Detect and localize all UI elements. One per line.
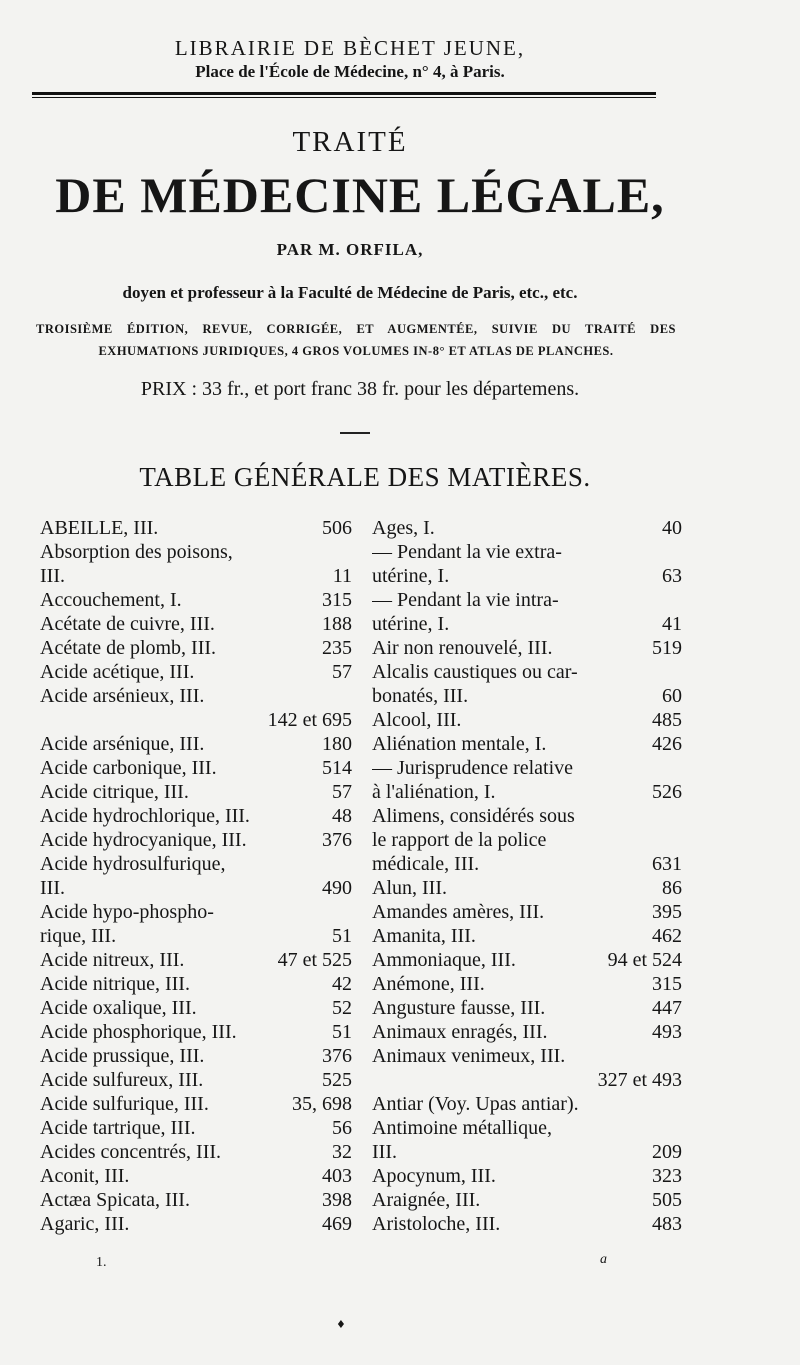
index-entry [40,972,352,996]
book-title: DE MÉDECINE LÉGALE, [55,167,665,223]
index-entry [40,852,352,876]
index-entry [372,1164,682,1188]
index-entry-term: Antiar (Voy. Upas antiar). [372,1093,579,1115]
index-entry [40,540,352,564]
index-entry-page: 48 [332,805,352,827]
index-entry-page: 42 [332,973,352,995]
index-entry-page: 51 [332,925,352,947]
index-entry-term: Ages, I. [372,517,435,539]
index-entry-page: 506 [322,517,352,539]
index-entry-term: Animaux enragés, III. [372,1021,548,1043]
index-entry-page: 57 [332,661,352,683]
signature-letter: a [600,1252,607,1267]
index-entry-term: Ammoniaque, III. [372,949,516,971]
index-entry-page: 462 [652,925,682,947]
index-entry [372,1188,682,1212]
index-entry-page: 631 [652,853,682,875]
index-entry [40,1044,352,1068]
index-column-right [372,516,682,1236]
index-entry [372,516,682,540]
index-entry [372,1116,682,1140]
index-entry [40,1092,352,1116]
index-entry-term: Anémone, III. [372,973,485,995]
index-entry-term: Actæa Spicata, III. [40,1189,190,1211]
index-entry-term: Antimoine métallique, [372,1117,552,1139]
index-entry-term: Angusture fausse, III. [372,997,546,1019]
index-column-left [40,516,352,1236]
index-entry [372,732,682,756]
index-entry-page: 52 [332,997,352,1019]
index-entry [372,1044,682,1068]
index-entry-term: Acide carbonique, III. [40,757,217,779]
index-entry-page: 209 [652,1141,682,1163]
index-entry-term: médicale, III. [372,853,480,875]
index-entry-term: le rapport de la police [372,829,547,851]
index-entry-term: Air non renouvelé, III. [372,637,553,659]
index-entry [372,1140,682,1164]
index-entry [372,948,682,972]
index-entry-term: Alcalis caustiques ou car- [372,661,578,683]
index-entry [40,756,352,780]
index-entry-term: Accouchement, I. [40,589,182,611]
index-entry-page: 327 et 493 [597,1069,682,1091]
index-entry-term: à l'aliénation, I. [372,781,496,803]
index-entry-term: Acétate de cuivre, III. [40,613,215,635]
index-entry-term: Animaux venimeux, III. [372,1045,566,1067]
index-entry [372,588,682,612]
index-entry-term: — Pendant la vie intra- [372,589,559,611]
index-entry-page: 485 [652,709,682,731]
index-entry-page: 483 [652,1213,682,1235]
index-entry-page: 86 [662,877,682,899]
index-entry-page: 376 [322,829,352,851]
index-entry-page: 235 [322,637,352,659]
index-entry-term: bonatés, III. [372,685,469,707]
index-entry-page: 376 [322,1045,352,1067]
index-entry-page: 56 [332,1117,352,1139]
index-entry-term: Acide arsénieux, III. [40,685,205,707]
author-line: PAR M. ORFILA, [276,240,424,259]
index-entry [40,876,352,900]
index-entry [372,1068,682,1092]
index-entry-term: Apocynum, III. [372,1165,496,1187]
index-entry [40,900,352,924]
index-entry-term: Acides concentrés, III. [40,1141,222,1163]
index-entry-term: Acide hydrocyanique, III. [40,829,247,851]
index-entry [40,684,352,708]
index-entry [40,828,352,852]
index-entry-page: 505 [652,1189,682,1211]
index-entry [40,996,352,1020]
index-entry-page: 60 [662,685,682,707]
index-entry-term: Alimens, considérés sous [372,805,575,827]
index-entry-term: III. [40,877,65,899]
index-entry-term: III. [40,565,65,587]
index-entry-term: Acide nitrique, III. [40,973,190,995]
index-entry [40,588,352,612]
index-entry-page: 11 [332,565,352,587]
index-entry [372,636,682,660]
index-entry-page: 315 [652,973,682,995]
index-entry [40,780,352,804]
index-entry [372,900,682,924]
index-entry-page: 63 [662,565,682,587]
index-entry [372,1020,682,1044]
index-entry-term: Araignée, III. [372,1189,481,1211]
index-entry-term: Acétate de plomb, III. [40,637,217,659]
index-entry-term: Acide sulfurique, III. [40,1093,209,1115]
index-entry-page: 35, 698 [292,1093,352,1115]
index-entry-term: utérine, I. [372,613,450,635]
index-entry-page: 447 [652,997,682,1019]
index-entry-term: Agaric, III. [40,1213,130,1235]
index-entry [40,1068,352,1092]
index-entry [372,828,682,852]
index-entry [372,804,682,828]
index-entry-page: 469 [322,1213,352,1235]
index-entry-term: Amanita, III. [372,925,476,947]
index-entry [372,972,682,996]
index-entry-page: 514 [322,757,352,779]
index-entry-term: Acide sulfureux, III. [40,1069,204,1091]
index-entry [40,636,352,660]
index-entry [40,1116,352,1140]
index-entry-term: Alun, III. [372,877,447,899]
index-entry [40,804,352,828]
index-entry-page: 47 et 525 [277,949,352,971]
index-entry-page: 57 [332,781,352,803]
index-entry-term: Absorption des poisons, [40,541,233,563]
index-entry-page: 323 [652,1165,682,1187]
index-entry [40,612,352,636]
index-entry [372,1092,682,1116]
edition-note: TROISIÈME ÉDITION, REVUE, CORRIGÉE, ET AUGMENTÉE, SUIVIE DU TRAITÉ DES EXHUMATIONS JURIDIQUES, 4 GROS VOLUMES IN-8° ET ATLAS DE PLANCHES. [36,322,676,358]
index-entry-term: Aristoloche, III. [372,1213,501,1235]
signature-number: 1. [96,1255,107,1270]
index-entry-page: 51 [332,1021,352,1043]
index-entry [372,684,682,708]
index-entry-term: Acide oxalique, III. [40,997,197,1019]
publisher-address: Place de l'École de Médecine, n° 4, à Paris. [195,62,505,81]
index-entry-page: 188 [322,613,352,635]
index-entry [372,708,682,732]
index-entry-term: Acide tartrique, III. [40,1117,196,1139]
index-entry [40,732,352,756]
index-entry-page: 398 [322,1189,352,1211]
index-entry [372,996,682,1020]
index-entry [372,612,682,636]
index-entry [372,924,682,948]
index-entry-term: Acide citrique, III. [40,781,189,803]
index-entry [372,1212,682,1236]
index-entry [40,1140,352,1164]
index-entry-page: 493 [652,1021,682,1043]
index-entry [372,876,682,900]
price-line: PRIX : 33 fr., et port franc 38 fr. pour les départemens. [140,378,580,400]
index-entry-page: 519 [652,637,682,659]
separator-dash [340,432,370,434]
index-entry-term: Aliénation mentale, I. [372,733,547,755]
index-entry-term: Acide acétique, III. [40,661,195,683]
index-entry-page: 40 [662,517,682,539]
publisher-name: LIBRAIRIE DE BÈCHET JEUNE, [174,36,526,60]
index-entry [372,564,682,588]
index-entry [372,852,682,876]
index-entry-term: Acide prussique, III. [40,1045,205,1067]
index-entry-term: — Pendant la vie extra- [372,541,562,563]
index-entry-term: utérine, I. [372,565,450,587]
index-entry [372,780,682,804]
index-entry [40,948,352,972]
index-entry-term: Acide hydrochlorique, III. [40,805,250,827]
index-entry [40,1164,352,1188]
index-entry [40,1020,352,1044]
index-entry-page: 526 [652,781,682,803]
index-entry-page: 403 [322,1165,352,1187]
index-entry-page: 525 [322,1069,352,1091]
index-entry [40,660,352,684]
title-traite: TRAITÉ [292,126,408,158]
index-entry-term: — Jurisprudence relative [372,757,574,779]
index-entry-term: Acide nitreux, III. [40,949,185,971]
index-entry-term: Acide arsénique, III. [40,733,205,755]
index-entry [40,516,352,540]
index-entry-page: 490 [322,877,352,899]
index-entry-page: 94 et 524 [607,949,682,971]
header-rule [32,92,656,98]
index-entry [372,540,682,564]
index-entry [40,1212,352,1236]
index-entry-term: Alcool, III. [372,709,462,731]
index-entry-term: rique, III. [40,925,117,947]
index-entry-term: III. [372,1141,397,1163]
ornament-mark: ♦ [336,1318,346,1331]
index-entry-page: 426 [652,733,682,755]
index-entry-term: ABEILLE, III. [40,517,159,539]
index-entry-page: 315 [322,589,352,611]
index-entry-page: 180 [322,733,352,755]
index-entry-term: Amandes amères, III. [372,901,545,923]
index-entry-term: Acide hypo-phospho- [40,901,214,923]
index-entry-term: Acide hydrosulfurique, [40,853,226,875]
index-entry [40,1188,352,1212]
index-entry-page: 142 et 695 [267,709,352,731]
index-entry [40,924,352,948]
index-entry-page: 395 [652,901,682,923]
index-entry [40,708,352,732]
index-entry [40,564,352,588]
table-title: TABLE GÉNÉRALE DES MATIÈRES. [139,462,591,492]
index-entry [372,660,682,684]
author-role: doyen et professeur à la Faculté de Médecine de Paris, etc., etc. [122,283,578,302]
index-entry [372,756,682,780]
index-entry-page: 32 [332,1141,352,1163]
index-entry-term: Aconit, III. [40,1165,130,1187]
index-entry-term: Acide phosphorique, III. [40,1021,237,1043]
index-entry-page: 41 [662,613,682,635]
